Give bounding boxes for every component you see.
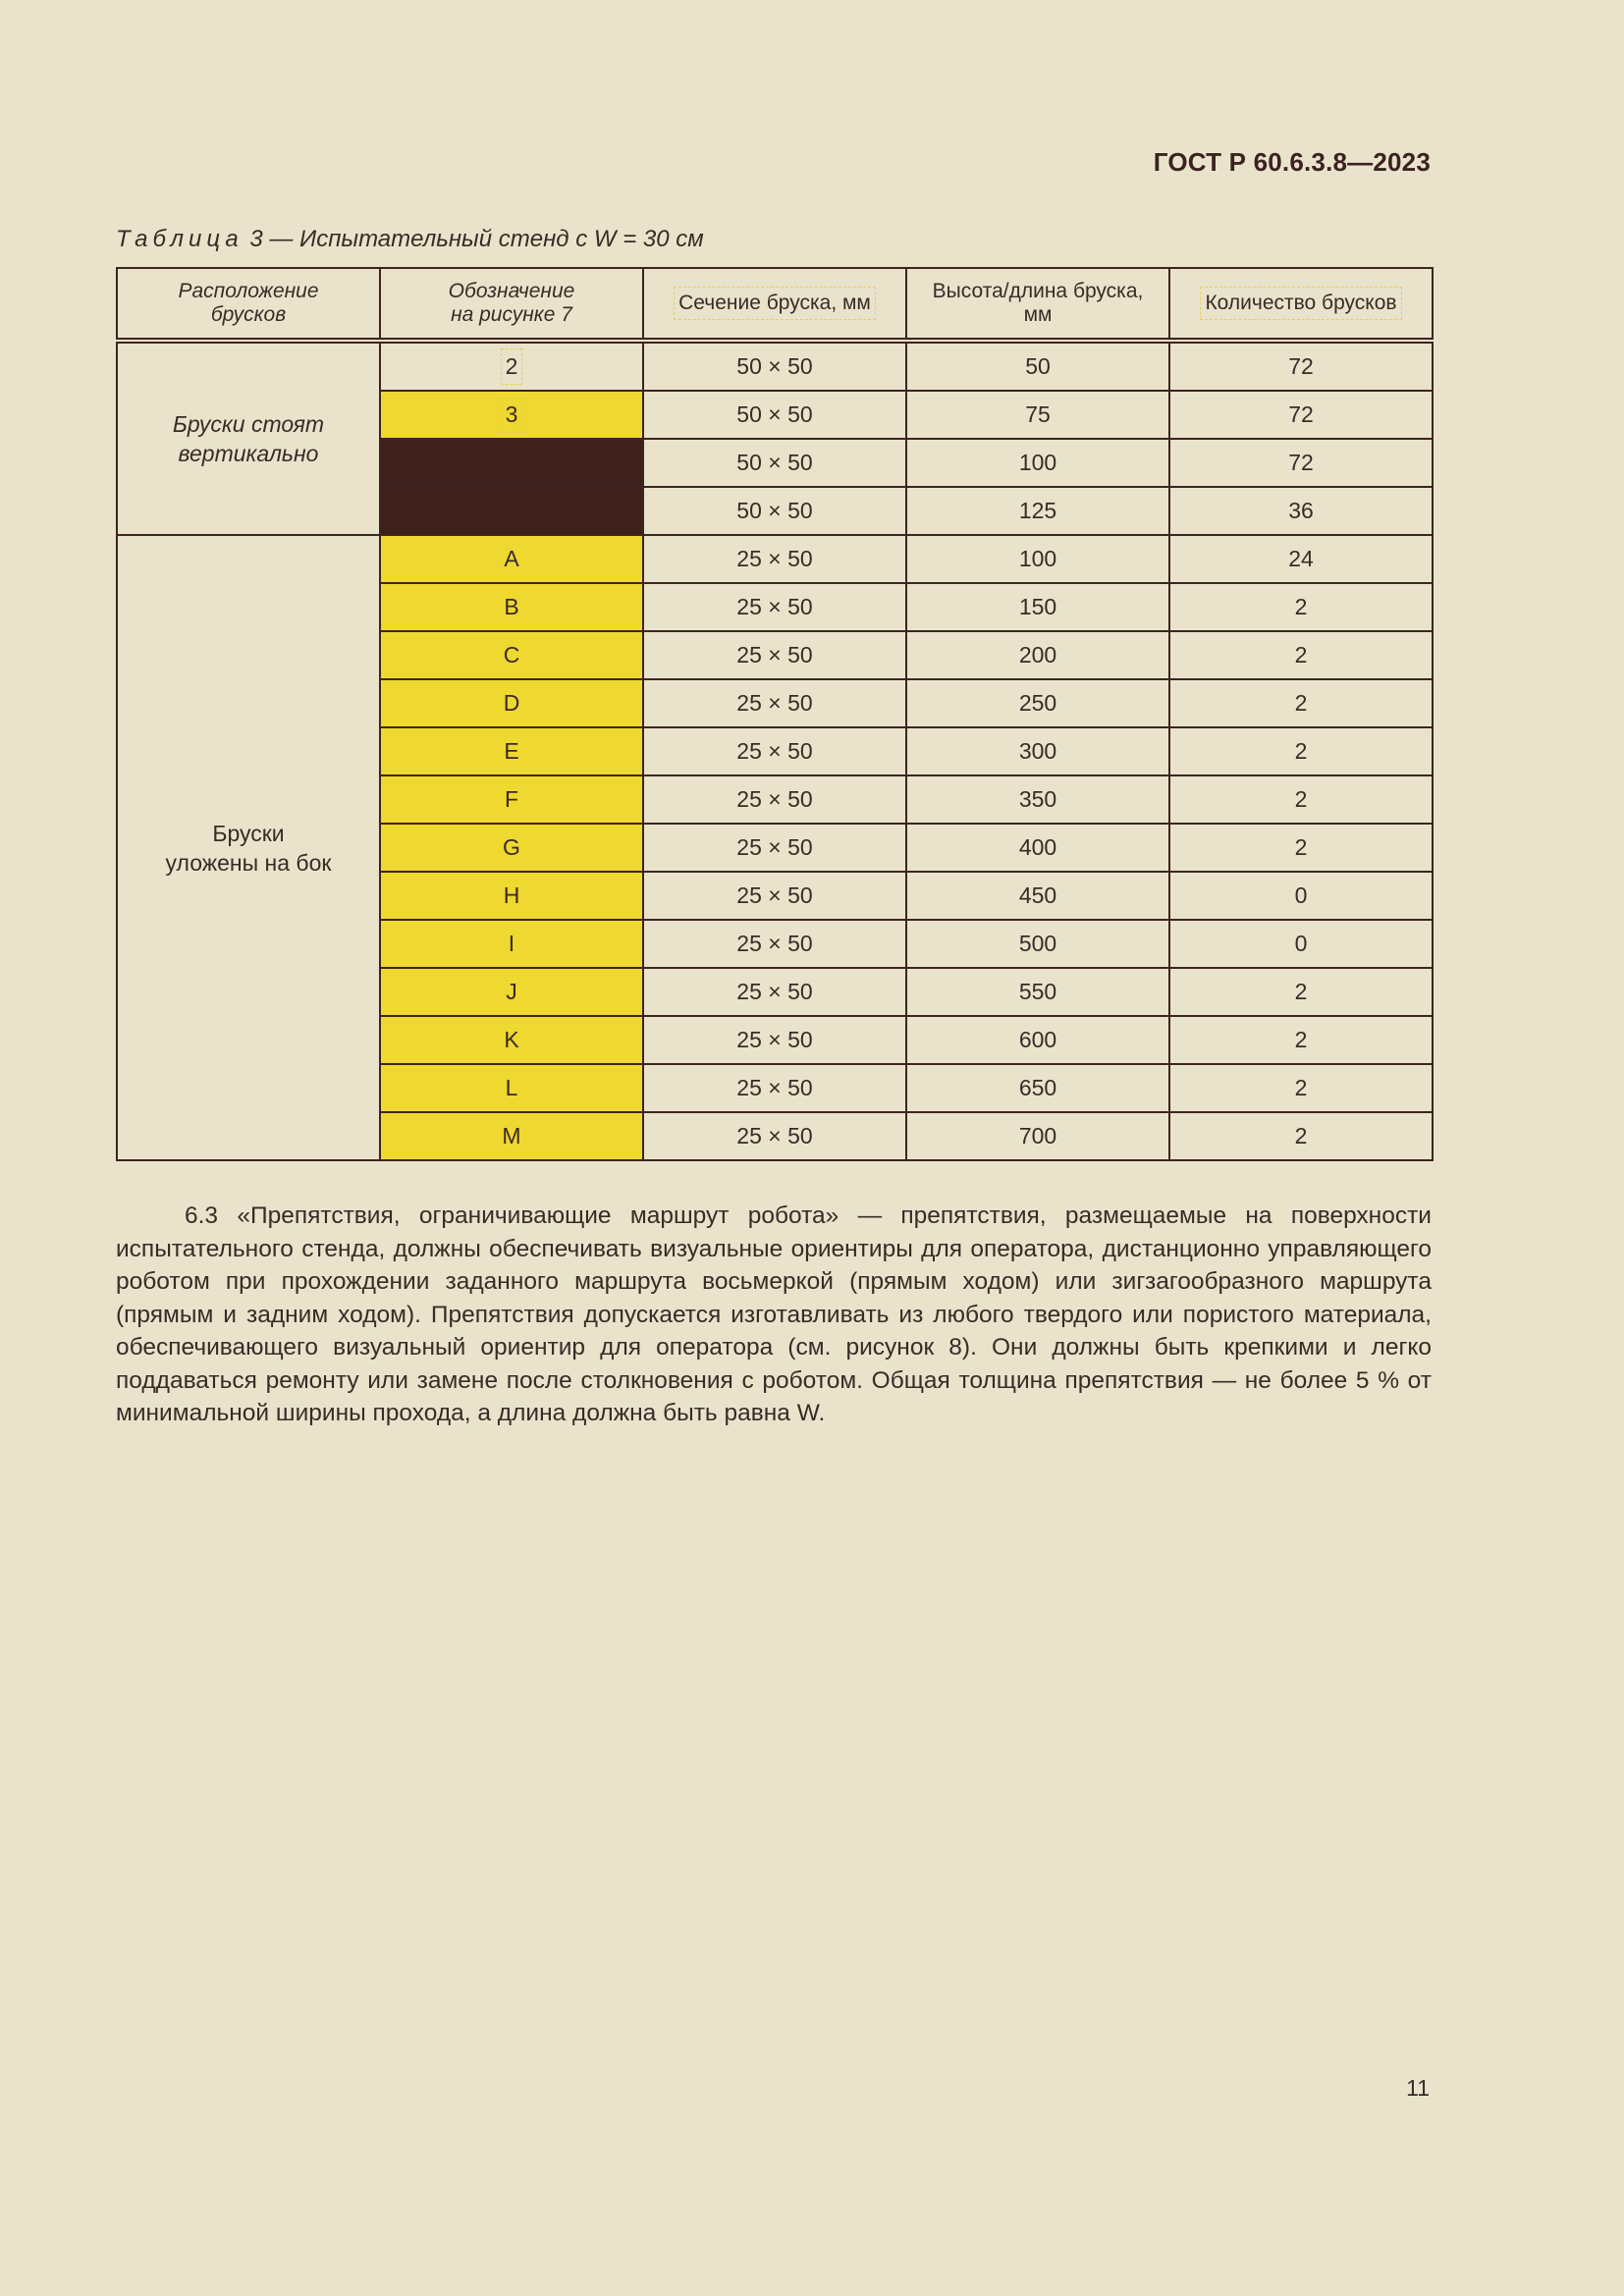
count-cell: 2: [1169, 679, 1433, 727]
designation-label: 3: [505, 401, 518, 427]
designation-label: J: [506, 979, 517, 1004]
count-cell: 2: [1169, 824, 1433, 872]
count-cell: 2: [1169, 775, 1433, 824]
designation-label: 4: [505, 450, 518, 475]
designation-label: F: [504, 786, 519, 812]
count-cell: 2: [1169, 1016, 1433, 1064]
count-cell: 72: [1169, 391, 1433, 439]
designation-cell: [380, 391, 643, 439]
designation-label: 5: [505, 498, 518, 523]
table-caption-prefix: Таблица: [116, 226, 244, 252]
count-cell: 0: [1169, 872, 1433, 920]
designation-cell: [380, 439, 643, 487]
designation-label: E: [504, 738, 519, 764]
length-cell: 50: [906, 341, 1169, 391]
designation-cell: [380, 631, 643, 679]
count-cell: 2: [1169, 727, 1433, 775]
column-header-designation: Обозначение на рисунке 7: [380, 268, 643, 341]
table-row: [117, 341, 1433, 391]
length-cell: 150: [906, 583, 1169, 631]
section-cell: 25 × 50: [643, 968, 906, 1016]
section-cell: 25 × 50: [643, 1016, 906, 1064]
table-header-row: [117, 268, 1433, 341]
designation-cell: [380, 727, 643, 775]
designation-label: C: [503, 642, 520, 667]
designation-cell: [380, 679, 643, 727]
designation-label: A: [504, 546, 519, 571]
designation-label: G: [503, 834, 520, 860]
section-cell: 25 × 50: [643, 679, 906, 727]
designation-label: H: [503, 882, 520, 908]
column-header-length: Высота/длина бруска, мм: [906, 268, 1169, 341]
section-cell: 25 × 50: [643, 535, 906, 583]
section-cell: 25 × 50: [643, 1064, 906, 1112]
designation-cell: [380, 920, 643, 968]
section-6-3-paragraph: 6.3 «Препятствия, ограничивающие маршрут робота» — препятствия, размещаемые на поверхности испытательного стенда, должны обеспечивать визуальные ориентиры для оператора, дистанционно управляющего роботом при прохождении заданного маршрута восьмеркой (прямым ходом) или зигзагообразного маршрута (прямым и задним ходом). Препятствия допускается изготавливать из любого твердого или пористого материала, обеспечивающего визуальный ориентир для оператора (см. рисунок 8). Они должны быть крепкими и легко поддаваться ремонту или замене после столкновения с роботом. Общая толщина препятствия — не более 5 % от минимальной ширины прохода, а длина должна быть равна W.: [116, 1202, 1432, 1426]
section-cell: 25 × 50: [643, 824, 906, 872]
column-header-placement: Расположение брусков: [117, 268, 380, 341]
length-cell: 250: [906, 679, 1169, 727]
length-cell: 550: [906, 968, 1169, 1016]
group-label-cell: Бруски стоят вертикально: [117, 341, 380, 535]
section-cell: 50 × 50: [643, 439, 906, 487]
count-cell: 2: [1169, 1064, 1433, 1112]
length-cell: 75: [906, 391, 1169, 439]
designation-label: I: [508, 931, 515, 956]
section-cell: 50 × 50: [643, 391, 906, 439]
section-cell: 25 × 50: [643, 1112, 906, 1160]
designation-cell: [380, 1064, 643, 1112]
length-cell: 100: [906, 439, 1169, 487]
section-cell: 25 × 50: [643, 920, 906, 968]
section-cell: 50 × 50: [643, 487, 906, 535]
count-cell: 2: [1169, 1112, 1433, 1160]
section-cell: 50 × 50: [643, 341, 906, 391]
designation-label: K: [504, 1027, 519, 1052]
length-cell: 400: [906, 824, 1169, 872]
designation-label: B: [504, 594, 519, 619]
length-cell: 125: [906, 487, 1169, 535]
count-cell: 24: [1169, 535, 1433, 583]
table-body: [117, 341, 1433, 1160]
designation-cell: [380, 487, 643, 535]
designation-cell: [380, 824, 643, 872]
designation-cell: [380, 872, 643, 920]
designation-label: D: [503, 690, 520, 716]
designation-label: M: [502, 1123, 521, 1148]
designation-cell: [380, 535, 643, 583]
length-cell: 300: [906, 727, 1169, 775]
count-cell: 2: [1169, 583, 1433, 631]
count-cell: 2: [1169, 968, 1433, 1016]
count-cell: 2: [1169, 631, 1433, 679]
document-code: ГОСТ Р 60.6.3.8—2023: [1153, 147, 1431, 177]
table-caption-text: 3 — Испытательный стенд с W = 30 см: [243, 226, 704, 252]
designation-cell: [380, 775, 643, 824]
count-cell: 72: [1169, 341, 1433, 391]
designation-cell: [380, 968, 643, 1016]
length-cell: 100: [906, 535, 1169, 583]
length-cell: 450: [906, 872, 1169, 920]
page-number: 11: [1406, 2075, 1430, 2101]
table-caption: [116, 226, 704, 253]
count-cell: 72: [1169, 439, 1433, 487]
section-cell: 25 × 50: [643, 583, 906, 631]
designation-cell: [380, 341, 643, 391]
column-header-count-label: Количество брусков: [1205, 292, 1397, 314]
count-cell: 36: [1169, 487, 1433, 535]
designation-label: 2: [505, 353, 518, 379]
length-cell: 600: [906, 1016, 1169, 1064]
group-label-cell: Бруски уложены на бок: [117, 535, 380, 1160]
table-row: [117, 535, 1433, 583]
column-header-count: [1169, 268, 1433, 341]
column-header-section-label: Сечение бруска, мм: [678, 292, 871, 314]
designation-cell: [380, 1112, 643, 1160]
column-header-section: [643, 268, 906, 341]
length-cell: 650: [906, 1064, 1169, 1112]
length-cell: 700: [906, 1112, 1169, 1160]
section-cell: 25 × 50: [643, 631, 906, 679]
designation-cell: [380, 583, 643, 631]
length-cell: 350: [906, 775, 1169, 824]
length-cell: 500: [906, 920, 1169, 968]
section-cell: 25 × 50: [643, 872, 906, 920]
section-cell: 25 × 50: [643, 775, 906, 824]
section-cell: 25 × 50: [643, 727, 906, 775]
designation-cell: [380, 1016, 643, 1064]
designation-label: L: [505, 1075, 518, 1100]
bars-table: [116, 267, 1434, 1161]
length-cell: 200: [906, 631, 1169, 679]
count-cell: 0: [1169, 920, 1433, 968]
